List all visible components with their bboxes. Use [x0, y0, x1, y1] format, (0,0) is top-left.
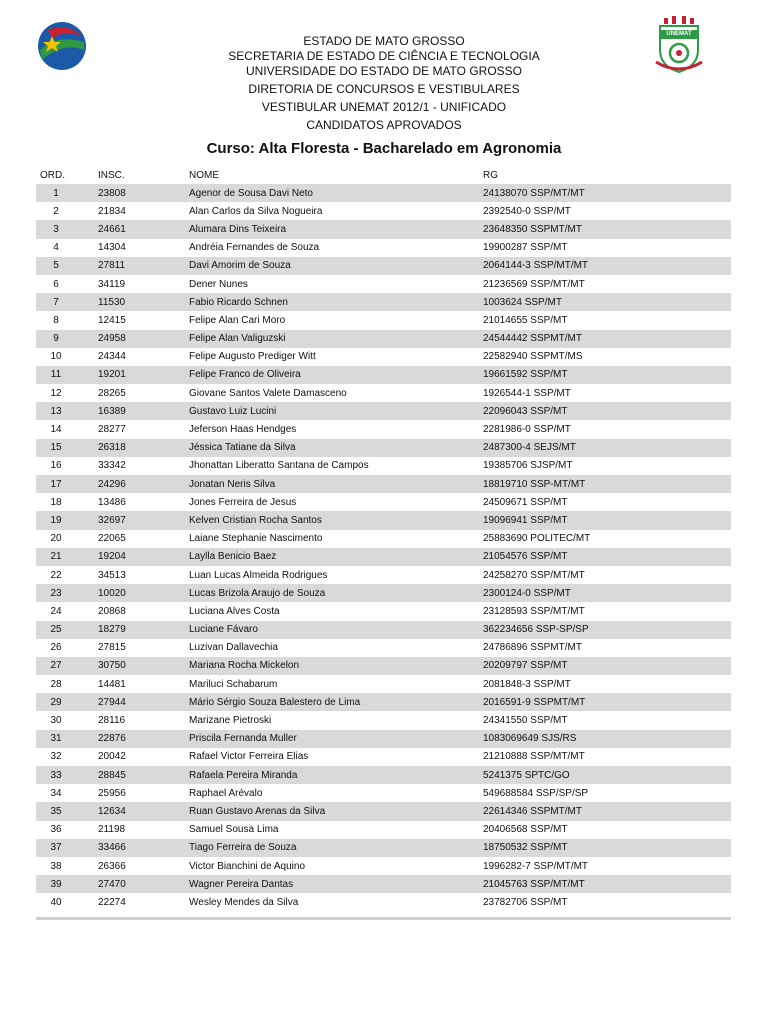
cell-rg: 21045763 SSP/MT/MT	[483, 875, 731, 893]
cell-ord: 14	[50, 424, 62, 436]
cell-rg: 25883690 POLITEC/MT	[483, 533, 591, 545]
cell-insc: 10020	[76, 584, 153, 602]
cell-ord: 40	[50, 896, 62, 908]
cell-rg: 24341550 SSP/MT	[483, 715, 568, 727]
table-header-row	[36, 166, 731, 184]
cell-nome: Mariluci Schabarum	[189, 678, 278, 690]
cell-rg: 19661592 SSP/MT	[483, 366, 731, 384]
cell-rg: 2016591-9 SSPMT/MT	[483, 693, 731, 711]
cell-rg: 19900287 SSP/MT	[483, 242, 568, 254]
cell-rg: 5241375 SPTC/GO	[483, 766, 731, 784]
cell-insc: 28265	[98, 387, 126, 399]
cell-insc: 18279	[76, 621, 153, 639]
cell-rg: 549688584 SSP/SP/SP	[483, 787, 589, 799]
table-row	[36, 675, 731, 693]
cell-insc: 26366	[98, 860, 126, 872]
table-row	[36, 693, 731, 711]
cell-ord: 25	[36, 621, 76, 639]
cell-nome: Alan Carlos da Silva Nogueira	[189, 205, 323, 217]
table-row	[36, 239, 731, 257]
cell-insc: 28116	[98, 715, 126, 727]
cell-nome: Dener Nunes	[189, 278, 248, 290]
cell-insc: 34513	[98, 569, 126, 581]
cell-insc: 19201	[76, 366, 153, 384]
cell-insc: 30750	[76, 657, 153, 675]
cell-rg: 2281986-0 SSP/MT	[483, 424, 571, 436]
table-row	[36, 220, 731, 238]
cell-ord: 8	[53, 314, 59, 326]
cell-ord: 34	[50, 787, 62, 799]
cell-insc: 21834	[98, 205, 126, 217]
cell-ord: 33	[36, 766, 76, 784]
cell-rg: 20209797 SSP/MT	[483, 657, 731, 675]
cell-rg: 2300124-0 SSP/MT	[483, 584, 731, 602]
cell-ord: 6	[53, 278, 59, 290]
cell-ord: 22	[50, 569, 62, 581]
table-row	[36, 839, 731, 857]
table-row	[36, 293, 731, 311]
cell-ord: 35	[36, 802, 76, 820]
cell-ord: 18	[50, 496, 62, 508]
table-row	[36, 766, 731, 784]
table-row	[36, 311, 731, 329]
cell-ord: 5	[36, 257, 76, 275]
cell-ord: 10	[50, 351, 62, 363]
cell-rg: 23782706 SSP/MT	[483, 896, 568, 908]
table-row	[36, 202, 731, 220]
cell-insc: 26318	[76, 439, 153, 457]
bottom-divider	[36, 917, 731, 920]
table-row	[36, 821, 731, 839]
cell-insc: 22065	[98, 533, 126, 545]
col-header-ord: ORD.	[40, 169, 65, 181]
table-row	[36, 420, 731, 438]
table-row	[36, 530, 731, 548]
table-row	[36, 657, 731, 675]
cell-rg: 19385706 SJSP/MT	[483, 460, 573, 472]
cell-ord: 19	[36, 511, 76, 529]
cell-ord: 7	[36, 293, 76, 311]
cell-ord: 4	[53, 242, 59, 254]
cell-ord: 15	[36, 439, 76, 457]
cell-nome: Rafaela Pereira Miranda	[153, 766, 483, 784]
cell-rg: 21210888 SSP/MT/MT	[483, 751, 585, 763]
col-header-insc: INSC.	[98, 169, 125, 181]
cell-insc: 27944	[76, 693, 153, 711]
cell-nome: Andréia Fernandes de Souza	[189, 242, 320, 254]
cell-ord: 38	[50, 860, 62, 872]
cell-ord: 16	[50, 460, 62, 472]
cell-ord: 12	[50, 387, 62, 399]
cell-insc: 34119	[98, 278, 126, 290]
cell-rg: 21054576 SSP/MT	[483, 548, 731, 566]
cell-ord: 32	[50, 751, 62, 763]
cell-insc: 20868	[98, 605, 126, 617]
cell-ord: 2	[53, 205, 59, 217]
cell-ord: 28	[50, 678, 62, 690]
table-row	[36, 711, 731, 729]
cell-rg: 24138070 SSP/MT/MT	[483, 184, 731, 202]
cell-rg: 18819710 SSP-MT/MT	[483, 475, 731, 493]
cell-ord: 20	[50, 533, 62, 545]
table-row	[36, 602, 731, 620]
cell-nome: Felipe Franco de Oliveira	[153, 366, 483, 384]
cell-nome: Mário Sérgio Souza Balestero de Lima	[153, 693, 483, 711]
cell-nome: Fabio Ricardo Schnen	[153, 293, 483, 311]
cell-rg: 22096043 SSP/MT	[483, 402, 731, 420]
cell-insc: 25956	[98, 787, 126, 799]
cell-insc: 27815	[98, 642, 126, 654]
cell-ord: 26	[50, 642, 62, 654]
cell-nome: Mariana Rocha Mickelon	[153, 657, 483, 675]
cell-rg: 2081848-3 SSP/MT	[483, 678, 571, 690]
header-line: SECRETARIA DE ESTADO DE CIÊNCIA E TECNOLOGIA	[228, 49, 540, 63]
cell-nome: Jones Ferreira de Jesus	[189, 496, 297, 508]
cell-ord: 3	[36, 220, 76, 238]
table-row	[36, 784, 731, 802]
cell-nome: Luciane Fávaro	[153, 621, 483, 639]
cell-nome: Rafael Victor Ferreira Elias	[189, 751, 309, 763]
cell-nome: Samuel Sousa Lima	[189, 824, 279, 836]
crest-text: UNEMAT	[666, 31, 692, 37]
cell-rg: 24509671 SSP/MT	[483, 496, 568, 508]
cell-insc: 23808	[76, 184, 153, 202]
cell-insc: 33342	[98, 460, 126, 472]
cell-rg: 24258270 SSP/MT/MT	[483, 569, 585, 581]
cell-rg: 21014655 SSP/MT	[483, 314, 568, 326]
cell-nome: Luciana Alves Costa	[189, 605, 280, 617]
cell-nome: Laiane Stephanie Nascimento	[189, 533, 323, 545]
cell-rg: 2487300-4 SEJS/MT	[483, 439, 731, 457]
table-row	[36, 257, 731, 275]
cell-nome: Luan Lucas Almeida Rodrigues	[189, 569, 328, 581]
cell-insc: 22876	[76, 730, 153, 748]
col-header-nome: NOME	[189, 169, 219, 181]
cell-insc: 14304	[98, 242, 126, 254]
cell-ord: 1	[36, 184, 76, 202]
cell-nome: Giovane Santos Valete Damasceno	[189, 387, 347, 399]
cell-ord: 9	[36, 330, 76, 348]
cell-insc: 28845	[76, 766, 153, 784]
cell-insc: 16389	[76, 402, 153, 420]
table-row	[36, 566, 731, 584]
cell-insc: 24296	[76, 475, 153, 493]
cell-rg: 24786896 SSPMT/MT	[483, 642, 582, 654]
cell-insc: 11530	[76, 293, 153, 311]
cell-rg: 19096941 SSP/MT	[483, 511, 731, 529]
cell-nome: Wesley Mendes da Silva	[189, 896, 299, 908]
cell-rg: 2064144-3 SSP/MT/MT	[483, 257, 731, 275]
cell-rg: 23128593 SSP/MT/MT	[483, 605, 585, 617]
cell-rg: 1996282-7 SSP/MT/MT	[483, 860, 589, 872]
table-row	[36, 893, 731, 911]
course-title: Curso: Alta Floresta - Bacharelado em Agronomia	[206, 140, 562, 157]
cell-insc: 13486	[98, 496, 126, 508]
cell-nome: Davi Amorim de Souza	[153, 257, 483, 275]
cell-insc: 12415	[98, 314, 126, 326]
table-row	[36, 748, 731, 766]
cell-rg: 22614346 SSPMT/MT	[483, 802, 731, 820]
cell-rg: 22582940 SSPMT/MS	[483, 351, 583, 363]
cell-insc: 24661	[76, 220, 153, 238]
candidates-table	[36, 166, 731, 912]
table-row	[36, 493, 731, 511]
cell-insc: 21198	[98, 824, 126, 836]
table-row	[36, 275, 731, 293]
cell-insc: 24958	[76, 330, 153, 348]
cell-insc: 14481	[98, 678, 126, 690]
cell-insc: 27470	[76, 875, 153, 893]
cell-ord: 11	[36, 366, 76, 384]
table-row	[36, 384, 731, 402]
cell-insc: 28277	[98, 424, 126, 436]
table-row	[36, 439, 731, 457]
cell-rg: 20406568 SSP/MT	[483, 824, 568, 836]
table-row	[36, 330, 731, 348]
table-row	[36, 584, 731, 602]
cell-insc: 24344	[98, 351, 126, 363]
cell-ord: 21	[36, 548, 76, 566]
cell-rg: 362234656 SSP-SP/SP	[483, 621, 731, 639]
table-row	[36, 875, 731, 893]
table-row	[36, 184, 731, 202]
table-row	[36, 511, 731, 529]
cell-nome: Agenor de Sousa Davi Neto	[153, 184, 483, 202]
cell-ord: 24	[50, 605, 62, 617]
cell-nome: Laylla Benicio Baez	[153, 548, 483, 566]
cell-insc: 32697	[76, 511, 153, 529]
cell-rg: 1083069649 SJS/RS	[483, 730, 731, 748]
cell-rg: 1003624 SSP/MT	[483, 293, 731, 311]
cell-insc: 22274	[98, 896, 126, 908]
table-row	[36, 639, 731, 657]
cell-ord: 39	[36, 875, 76, 893]
cell-nome: Kelven Cristian Rocha Santos	[153, 511, 483, 529]
col-header-rg: RG	[483, 169, 498, 181]
cell-ord: 13	[36, 402, 76, 420]
cell-ord: 23	[36, 584, 76, 602]
document-header	[0, 34, 768, 133]
table-row	[36, 730, 731, 748]
cell-nome: Tiago Ferreira de Souza	[153, 839, 483, 857]
cell-nome: Ruan Gustavo Arenas da Silva	[153, 802, 483, 820]
header-line: VESTIBULAR UNEMAT 2012/1 - UNIFICADO	[261, 100, 507, 114]
cell-rg: 24544442 SSPMT/MT	[483, 330, 731, 348]
table-row	[36, 366, 731, 384]
header-line: ESTADO DE MATO GROSSO	[303, 34, 465, 48]
cell-nome: Felipe Alan Cari Moro	[189, 314, 286, 326]
cell-nome: Victor Bianchini de Aquino	[189, 860, 306, 872]
table-row	[36, 457, 731, 475]
header-line: UNIVERSIDADE DO ESTADO DE MATO GROSSO	[245, 64, 523, 78]
cell-nome: Jhonattan Liberatto Santana de Campos	[189, 460, 369, 472]
table-row	[36, 548, 731, 566]
cell-insc: 19204	[76, 548, 153, 566]
cell-ord: 29	[36, 693, 76, 711]
cell-nome: Jéssica Tatiane da Silva	[153, 439, 483, 457]
cell-ord: 31	[36, 730, 76, 748]
cell-nome: Felipe Augusto Prediger Witt	[189, 351, 316, 363]
cell-insc: 20042	[98, 751, 126, 763]
table-row	[36, 621, 731, 639]
cell-nome: Marizane Pietroski	[189, 715, 272, 727]
cell-ord: 17	[36, 475, 76, 493]
cell-nome: Wagner Pereira Dantas	[153, 875, 483, 893]
table-row	[36, 475, 731, 493]
cell-ord: 36	[50, 824, 62, 836]
table-row	[36, 802, 731, 820]
cell-nome: Priscila Fernanda Muller	[153, 730, 483, 748]
cell-insc: 12634	[76, 802, 153, 820]
table-row	[36, 348, 731, 366]
cell-nome: Jeferson Haas Hendges	[189, 424, 297, 436]
cell-rg: 2392540-0 SSP/MT	[483, 205, 571, 217]
cell-insc: 33466	[76, 839, 153, 857]
cell-rg: 21236569 SSP/MT/MT	[483, 278, 585, 290]
header-line: DIRETORIA DE CONCURSOS E VESTIBULARES	[248, 82, 520, 96]
cell-ord: 37	[36, 839, 76, 857]
cell-rg: 18750532 SSP/MT	[483, 839, 731, 857]
cell-ord: 27	[36, 657, 76, 675]
cell-nome: Raphael Arévalo	[189, 787, 263, 799]
cell-nome: Lucas Brizola Araujo de Souza	[153, 584, 483, 602]
cell-nome: Felipe Alan Valiguzski	[153, 330, 483, 348]
cell-nome: Jonatan Neris Silva	[153, 475, 483, 493]
cell-nome: Gustavo Luiz Lucini	[153, 402, 483, 420]
table-row	[36, 857, 731, 875]
header-line: CANDIDATOS APROVADOS	[306, 118, 462, 132]
cell-insc: 27811	[76, 257, 153, 275]
cell-rg: 23648350 SSPMT/MT	[483, 220, 731, 238]
cell-nome: Alumara Dins Teixeira	[153, 220, 483, 238]
cell-ord: 30	[50, 715, 62, 727]
table-row	[36, 402, 731, 420]
cell-rg: 1926544-1 SSP/MT	[483, 387, 571, 399]
cell-nome: Luzivan Dallavechia	[189, 642, 278, 654]
